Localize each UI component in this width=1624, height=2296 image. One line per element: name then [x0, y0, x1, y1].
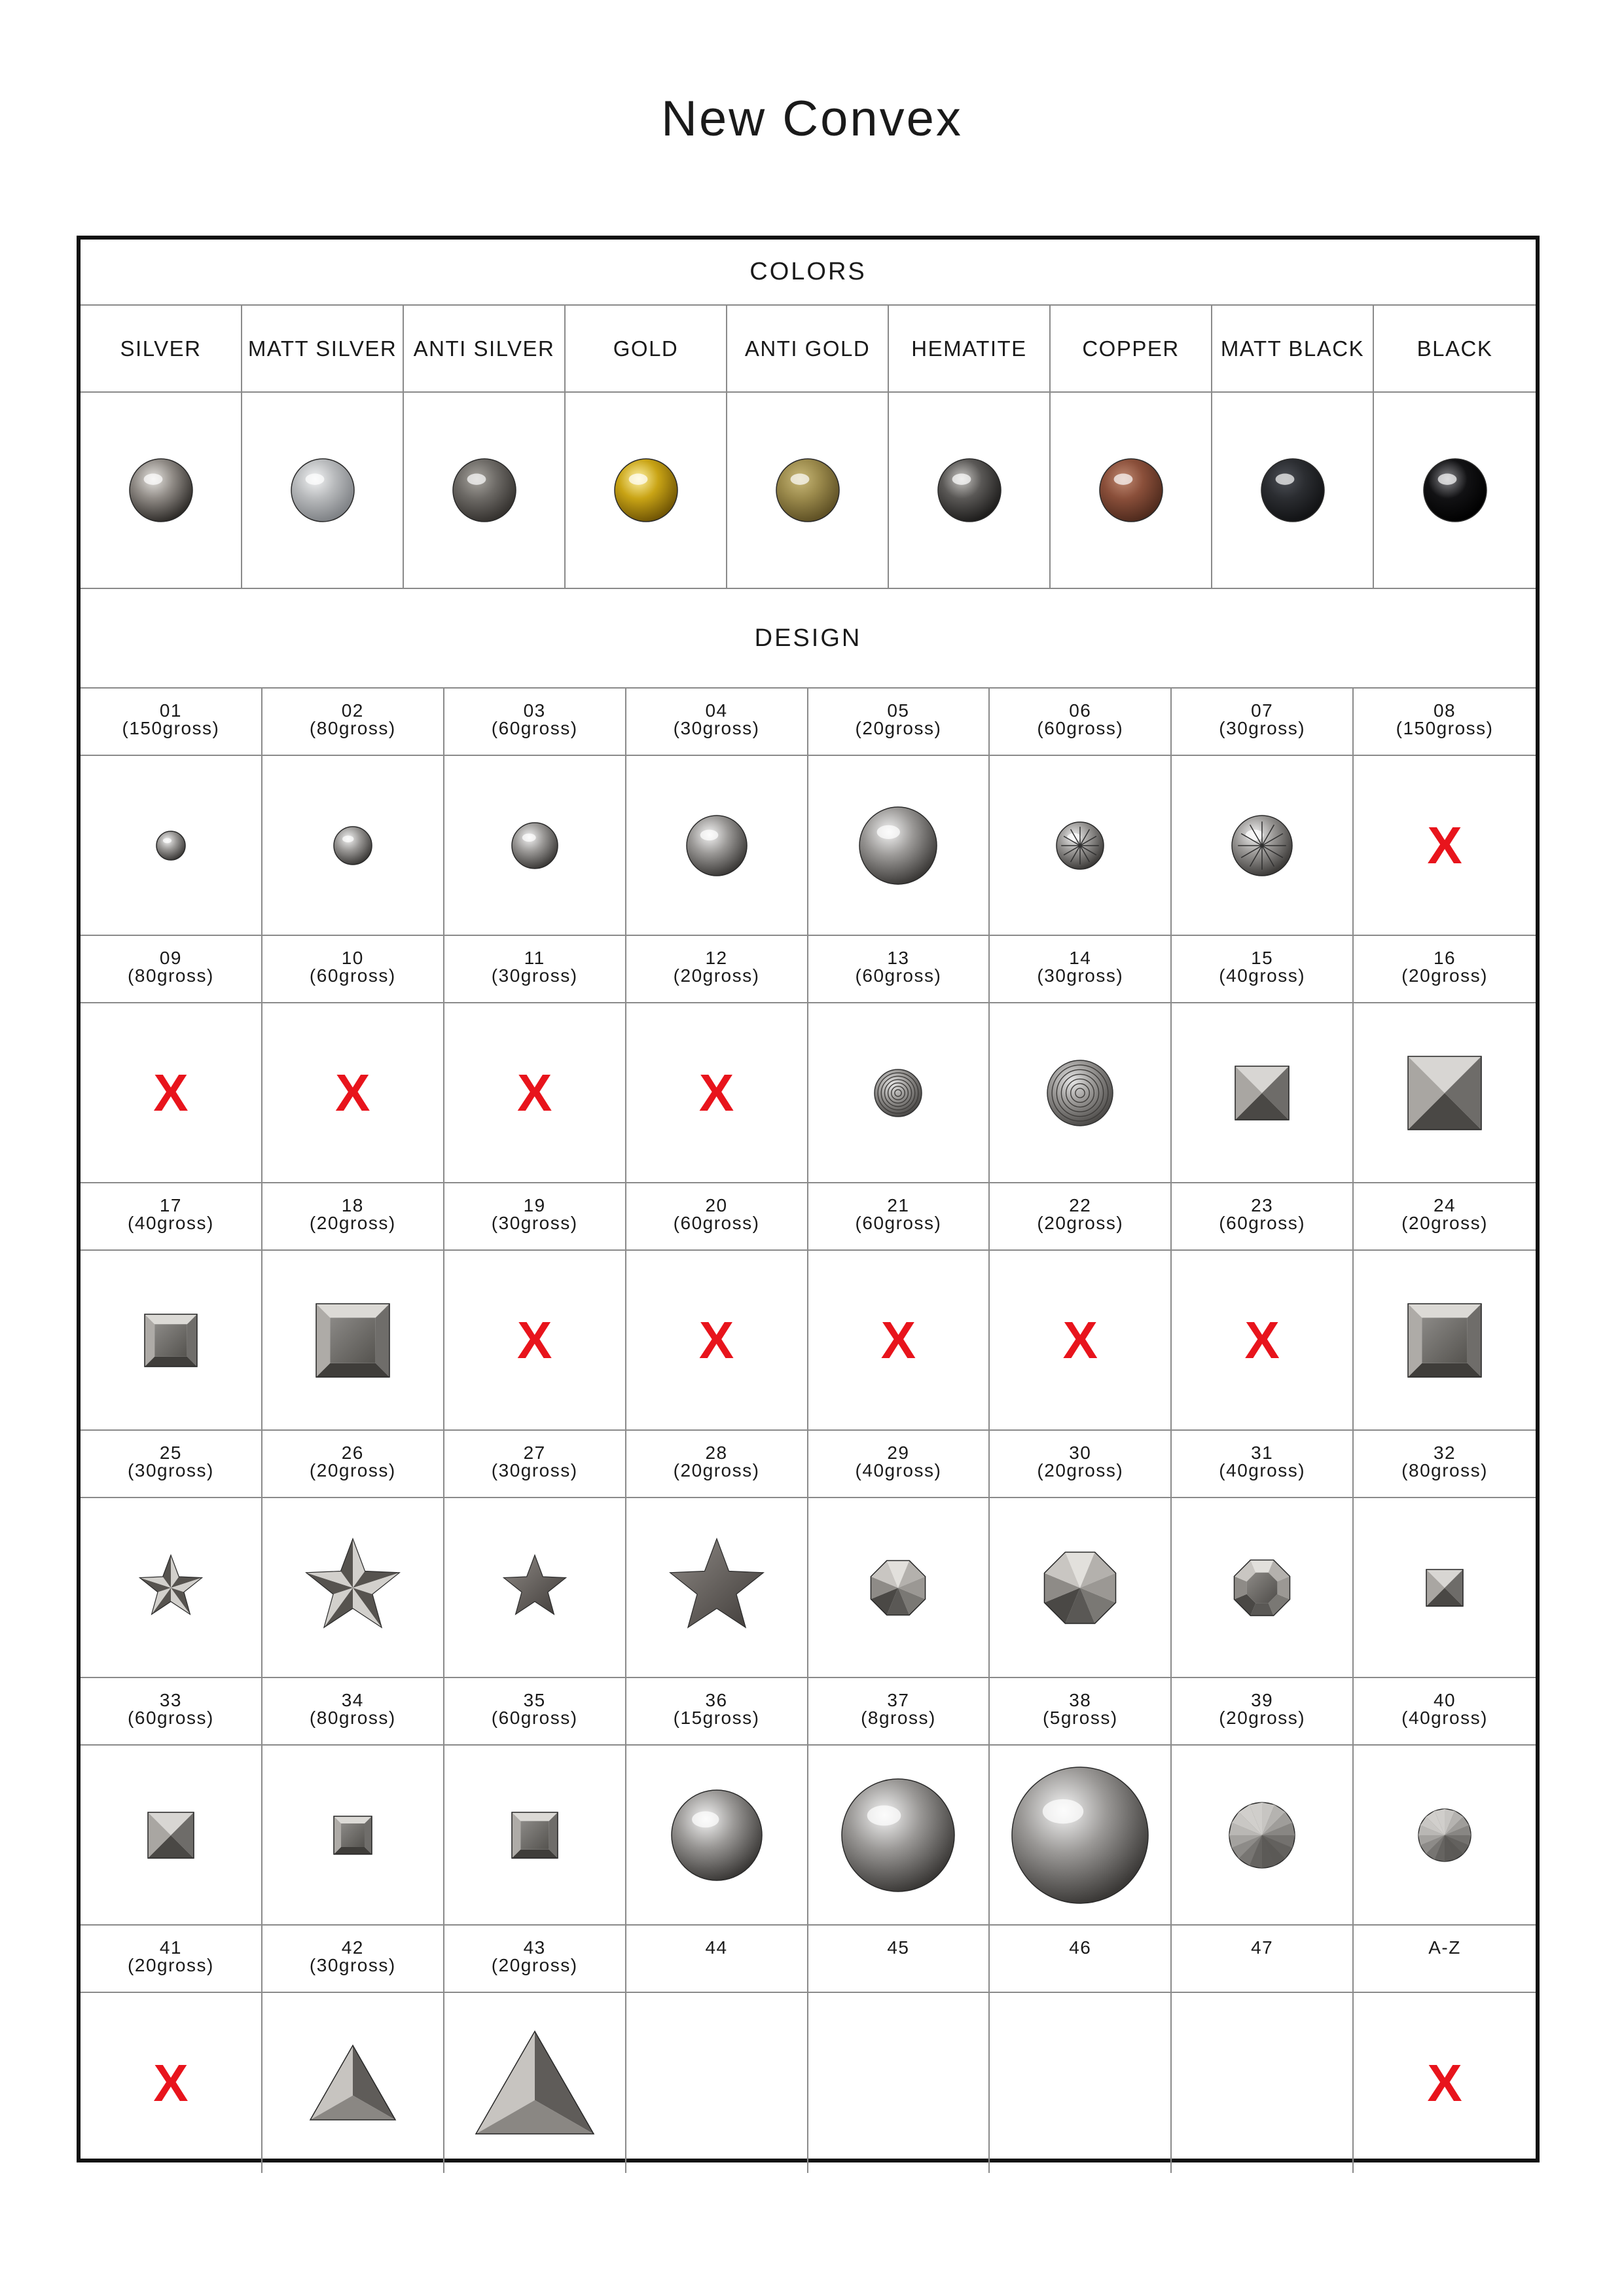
design-image-cell-30 [990, 1498, 1172, 1678]
stud-octagon-peak-image [1039, 1547, 1121, 1629]
product-chart-frame [77, 236, 1540, 2162]
design-image-cell-07 [1172, 756, 1354, 936]
design-number: A-Z [1428, 1937, 1461, 1958]
color-swatch-cell-anti-silver [404, 393, 566, 589]
color-swatch-matt-black [1259, 456, 1327, 524]
design-label-13 [808, 936, 990, 1003]
design-quantity: (20gross) [1401, 965, 1488, 986]
design-quantity: (150gross) [1396, 718, 1494, 738]
design-quantity: (30gross) [491, 965, 578, 986]
color-swatch-cell-hematite [889, 393, 1051, 589]
design-number: 33 [159, 1690, 183, 1710]
design-image-cell-19 [444, 1251, 626, 1431]
design-label-22 [990, 1183, 1172, 1251]
unavailable-x-icon: X [1427, 2053, 1462, 2112]
design-number: 25 [159, 1443, 183, 1463]
stud-square-flat-image [1405, 1301, 1484, 1380]
design-image-cell-25 [81, 1498, 262, 1678]
design-label-25 [81, 1431, 262, 1498]
design-label-02 [262, 689, 444, 756]
stud-dome-image [669, 1787, 765, 1883]
design-quantity: (30gross) [1037, 965, 1124, 986]
design-label-19 [444, 1183, 626, 1251]
design-label-07 [1172, 689, 1354, 756]
design-number: 21 [887, 1195, 910, 1215]
design-quantity: (30gross) [491, 1213, 578, 1233]
design-image-cell-03 [444, 756, 626, 936]
design-label-03 [444, 689, 626, 756]
design-image-cell-05 [808, 756, 990, 936]
design-quantity: (20gross) [1037, 1213, 1124, 1233]
design-number: 39 [1251, 1690, 1274, 1710]
design-quantity: (80gross) [128, 965, 214, 986]
color-swatch-copper [1097, 456, 1165, 524]
design-number: 29 [887, 1443, 910, 1463]
color-name-black: BLACK [1374, 306, 1536, 393]
design-image-cell-20 [626, 1251, 808, 1431]
design-label-30 [990, 1431, 1172, 1498]
design-label-36 [626, 1678, 808, 1746]
design-number: 35 [523, 1690, 546, 1710]
design-image-cell-41 [81, 1993, 262, 2173]
design-quantity: (60gross) [309, 965, 396, 986]
design-image-cell-34 [262, 1746, 444, 1926]
design-quantity: (60gross) [491, 1708, 578, 1728]
color-swatch-silver [127, 456, 195, 524]
design-number: 05 [887, 700, 910, 721]
design-image-cell-a-z [1354, 1993, 1536, 2173]
stud-dome-image [331, 824, 374, 867]
design-label-23 [1172, 1183, 1354, 1251]
design-number: 47 [1251, 1937, 1274, 1958]
stud-dome-image [1009, 1765, 1151, 1906]
design-label-14 [990, 936, 1172, 1003]
design-image-cell-02 [262, 756, 444, 936]
design-label-11 [444, 936, 626, 1003]
design-number: 40 [1433, 1690, 1456, 1710]
design-image-cell-26 [262, 1498, 444, 1678]
design-label-47 [1172, 1926, 1354, 1993]
design-number: 23 [1251, 1195, 1274, 1215]
stud-spiral-image [872, 1067, 924, 1119]
design-image-cell-23 [1172, 1251, 1354, 1431]
stud-octagon-peak-image [866, 1556, 930, 1620]
design-number: 27 [523, 1443, 546, 1463]
color-name-anti-silver: ANTI SILVER [404, 306, 566, 393]
design-label-24 [1354, 1183, 1536, 1251]
unavailable-x-icon: X [1062, 1310, 1098, 1369]
design-image-cell-35 [444, 1746, 626, 1926]
design-quantity: (60gross) [673, 1213, 760, 1233]
unavailable-x-icon: X [153, 1063, 189, 1122]
stud-dome-etched-image [1054, 819, 1106, 872]
unavailable-x-icon: X [1427, 816, 1462, 874]
color-name-anti-gold: ANTI GOLD [727, 306, 889, 393]
design-number: 13 [887, 948, 910, 968]
design-label-09 [81, 936, 262, 1003]
color-swatch-cell-anti-gold [727, 393, 889, 589]
design-quantity: (20gross) [491, 1955, 578, 1975]
design-label-41 [81, 1926, 262, 1993]
design-number: 26 [341, 1443, 364, 1463]
unavailable-x-icon: X [880, 1310, 916, 1369]
design-quantity: (20gross) [128, 1955, 214, 1975]
design-number: 19 [523, 1195, 546, 1215]
design-label-31 [1172, 1431, 1354, 1498]
design-label-28 [626, 1431, 808, 1498]
color-swatch-cell-gold [566, 393, 727, 589]
design-number: 46 [1069, 1937, 1092, 1958]
design-quantity: (40gross) [855, 1460, 942, 1480]
design-quantity: (20gross) [673, 965, 760, 986]
stud-pyramid-image [1424, 1567, 1466, 1609]
design-label-a-z [1354, 1926, 1536, 1993]
design-quantity: (15gross) [673, 1708, 760, 1728]
design-image-cell-45 [808, 1993, 990, 2173]
design-label-26 [262, 1431, 444, 1498]
design-quantity: (40gross) [1401, 1708, 1488, 1728]
design-label-08 [1354, 689, 1536, 756]
design-number: 07 [1251, 700, 1274, 721]
design-label-10 [262, 936, 444, 1003]
color-swatch-cell-matt-silver [242, 393, 404, 589]
design-image-cell-33 [81, 1746, 262, 1926]
design-image-cell-27 [444, 1498, 626, 1678]
color-swatch-cell-black [1374, 393, 1536, 589]
design-number: 34 [341, 1690, 364, 1710]
stud-pyramid-image [145, 1810, 196, 1861]
stud-dome-image [839, 1776, 957, 1894]
design-number: 11 [524, 948, 545, 968]
design-quantity: (60gross) [855, 1213, 942, 1233]
stud-octagon-flat-image [1229, 1555, 1295, 1621]
color-name-silver: SILVER [81, 306, 242, 393]
design-label-35 [444, 1678, 626, 1746]
stud-star-ridged-image [301, 1536, 405, 1640]
color-swatch-cell-copper [1051, 393, 1212, 589]
design-number: 03 [523, 700, 546, 721]
design-image-cell-22 [990, 1251, 1172, 1431]
design-number: 10 [341, 948, 364, 968]
design-quantity: (40gross) [128, 1213, 214, 1233]
design-number: 22 [1069, 1195, 1092, 1215]
design-image-cell-09 [81, 1003, 262, 1183]
design-number: 20 [705, 1195, 728, 1215]
design-number: 44 [705, 1937, 728, 1958]
design-label-40 [1354, 1678, 1536, 1746]
design-grid [81, 689, 1536, 2159]
design-quantity: (30gross) [491, 1460, 578, 1480]
design-image-cell-15 [1172, 1003, 1354, 1183]
design-label-06 [990, 689, 1172, 756]
stud-square-flat-image [142, 1312, 200, 1369]
color-name-matt-black: MATT BLACK [1212, 306, 1374, 393]
color-names-row [81, 306, 1536, 393]
design-number: 24 [1433, 1195, 1456, 1215]
design-number: 31 [1251, 1443, 1274, 1463]
design-image-cell-37 [808, 1746, 990, 1926]
design-image-cell-36 [626, 1746, 808, 1926]
color-swatch-cell-silver [81, 393, 242, 589]
design-number: 01 [159, 700, 183, 721]
design-image-cell-08 [1354, 756, 1536, 936]
design-label-17 [81, 1183, 262, 1251]
stud-dome-image [684, 813, 749, 878]
design-label-01 [81, 689, 262, 756]
design-quantity: (60gross) [128, 1708, 214, 1728]
design-label-18 [262, 1183, 444, 1251]
design-image-cell-32 [1354, 1498, 1536, 1678]
design-image-cell-39 [1172, 1746, 1354, 1926]
stud-square-flat-image [509, 1810, 560, 1861]
design-image-cell-43 [444, 1993, 626, 2173]
design-label-42 [262, 1926, 444, 1993]
design-label-43 [444, 1926, 626, 1993]
design-quantity: (60gross) [855, 965, 942, 986]
design-number: 36 [705, 1690, 728, 1710]
stud-triangle-image [308, 2038, 398, 2128]
design-image-cell-44 [626, 1993, 808, 2173]
stud-cone-image [1416, 1806, 1473, 1864]
color-name-copper: COPPER [1051, 306, 1212, 393]
design-number: 15 [1251, 948, 1274, 968]
design-image-cell-11 [444, 1003, 626, 1183]
design-number: 45 [887, 1937, 910, 1958]
unavailable-x-icon: X [335, 1063, 370, 1122]
design-image-cell-40 [1354, 1746, 1536, 1926]
design-label-34 [262, 1678, 444, 1746]
design-number: 14 [1069, 948, 1092, 968]
design-quantity: (60gross) [491, 718, 578, 738]
design-quantity: (60gross) [1037, 718, 1124, 738]
design-image-cell-17 [81, 1251, 262, 1431]
design-label-21 [808, 1183, 990, 1251]
design-number: 18 [341, 1195, 364, 1215]
design-label-39 [1172, 1678, 1354, 1746]
design-number: 42 [341, 1937, 364, 1958]
design-label-16 [1354, 936, 1536, 1003]
design-image-cell-12 [626, 1003, 808, 1183]
design-quantity: (30gross) [309, 1955, 396, 1975]
unavailable-x-icon: X [1244, 1310, 1280, 1369]
stud-cone-image [1227, 1800, 1297, 1871]
design-label-15 [1172, 936, 1354, 1003]
design-label-29 [808, 1431, 990, 1498]
design-number: 17 [159, 1195, 183, 1215]
design-image-cell-29 [808, 1498, 990, 1678]
color-swatch-matt-silver [289, 456, 357, 524]
design-quantity: (60gross) [1219, 1213, 1306, 1233]
unavailable-x-icon: X [517, 1310, 552, 1369]
design-label-05 [808, 689, 990, 756]
design-quantity: (20gross) [1037, 1460, 1124, 1480]
design-label-20 [626, 1183, 808, 1251]
design-number: 41 [159, 1937, 183, 1958]
design-image-cell-14 [990, 1003, 1172, 1183]
stud-pyramid-image [1233, 1064, 1291, 1122]
design-image-cell-38 [990, 1746, 1172, 1926]
design-image-cell-28 [626, 1498, 808, 1678]
design-image-cell-47 [1172, 1993, 1354, 2173]
design-quantity: (20gross) [309, 1460, 396, 1480]
stud-square-flat-image [331, 1814, 374, 1857]
design-quantity: (30gross) [128, 1460, 214, 1480]
design-quantity: (150gross) [122, 718, 220, 738]
design-quantity: (80gross) [1401, 1460, 1488, 1480]
design-quantity: (30gross) [1219, 718, 1306, 738]
stud-dome-etched-image [1229, 813, 1295, 878]
design-image-cell-13 [808, 1003, 990, 1183]
design-label-37 [808, 1678, 990, 1746]
design-label-45 [808, 1926, 990, 1993]
color-swatches-row [81, 393, 1536, 589]
color-name-gold: GOLD [566, 306, 727, 393]
design-label-38 [990, 1678, 1172, 1746]
design-quantity: (5gross) [1042, 1708, 1118, 1728]
color-swatch-hematite [935, 456, 1003, 524]
design-number: 43 [523, 1937, 546, 1958]
stud-pyramid-image [1405, 1054, 1484, 1132]
design-image-cell-46 [990, 1993, 1172, 2173]
color-name-matt-silver: MATT SILVER [242, 306, 404, 393]
unavailable-x-icon: X [153, 2053, 189, 2112]
colors-section-header: COLORS [81, 240, 1536, 306]
stud-star-ridged-image [135, 1552, 206, 1623]
design-image-cell-21 [808, 1251, 990, 1431]
design-quantity: (20gross) [673, 1460, 760, 1480]
design-number: 32 [1433, 1443, 1456, 1463]
design-number: 04 [705, 700, 728, 721]
design-quantity: (20gross) [1219, 1708, 1306, 1728]
color-swatch-anti-silver [450, 456, 518, 524]
design-image-cell-18 [262, 1251, 444, 1431]
design-label-33 [81, 1678, 262, 1746]
page-title: New Convex [661, 91, 963, 147]
design-image-cell-16 [1354, 1003, 1536, 1183]
stud-dome-image [154, 829, 188, 863]
design-label-44 [626, 1926, 808, 1993]
design-label-32 [1354, 1431, 1536, 1498]
design-number: 37 [887, 1690, 910, 1710]
design-quantity: (40gross) [1219, 1460, 1306, 1480]
design-quantity: (40gross) [1219, 965, 1306, 986]
design-image-cell-01 [81, 756, 262, 936]
design-image-cell-10 [262, 1003, 444, 1183]
stud-star-flat-image [499, 1552, 570, 1623]
design-number: 06 [1069, 700, 1092, 721]
design-number: 38 [1069, 1690, 1092, 1710]
color-swatch-anti-gold [774, 456, 842, 524]
design-label-27 [444, 1431, 626, 1498]
stud-dome-image [509, 820, 560, 871]
color-swatch-gold [612, 456, 680, 524]
design-number: 02 [341, 700, 364, 721]
design-quantity: (80gross) [309, 1708, 396, 1728]
design-quantity: (20gross) [1401, 1213, 1488, 1233]
design-quantity: (30gross) [673, 718, 760, 738]
color-swatch-black [1421, 456, 1489, 524]
design-quantity: (8gross) [861, 1708, 936, 1728]
color-swatch-cell-matt-black [1212, 393, 1374, 589]
design-label-04 [626, 689, 808, 756]
stud-square-flat-image [314, 1301, 392, 1380]
unavailable-x-icon: X [698, 1063, 734, 1122]
design-quantity: (20gross) [309, 1213, 396, 1233]
stud-spiral-image [1045, 1058, 1115, 1128]
stud-dome-image [857, 804, 939, 887]
design-number: 16 [1433, 948, 1456, 968]
design-number: 08 [1433, 700, 1456, 721]
design-label-46 [990, 1926, 1172, 1993]
design-number: 30 [1069, 1443, 1092, 1463]
unavailable-x-icon: X [517, 1063, 552, 1122]
design-image-cell-06 [990, 756, 1172, 936]
design-number: 28 [705, 1443, 728, 1463]
design-section-header: DESIGN [81, 589, 1536, 689]
design-image-cell-24 [1354, 1251, 1536, 1431]
design-label-12 [626, 936, 808, 1003]
design-quantity: (80gross) [309, 718, 396, 738]
unavailable-x-icon: X [698, 1310, 734, 1369]
design-image-cell-42 [262, 1993, 444, 2173]
stud-star-flat-image [665, 1536, 768, 1640]
design-number: 09 [159, 948, 183, 968]
color-name-hematite: HEMATITE [889, 306, 1051, 393]
design-image-cell-31 [1172, 1498, 1354, 1678]
stud-triangle-image [473, 2022, 596, 2145]
design-number: 12 [705, 948, 728, 968]
design-quantity: (20gross) [855, 718, 942, 738]
design-image-cell-04 [626, 756, 808, 936]
